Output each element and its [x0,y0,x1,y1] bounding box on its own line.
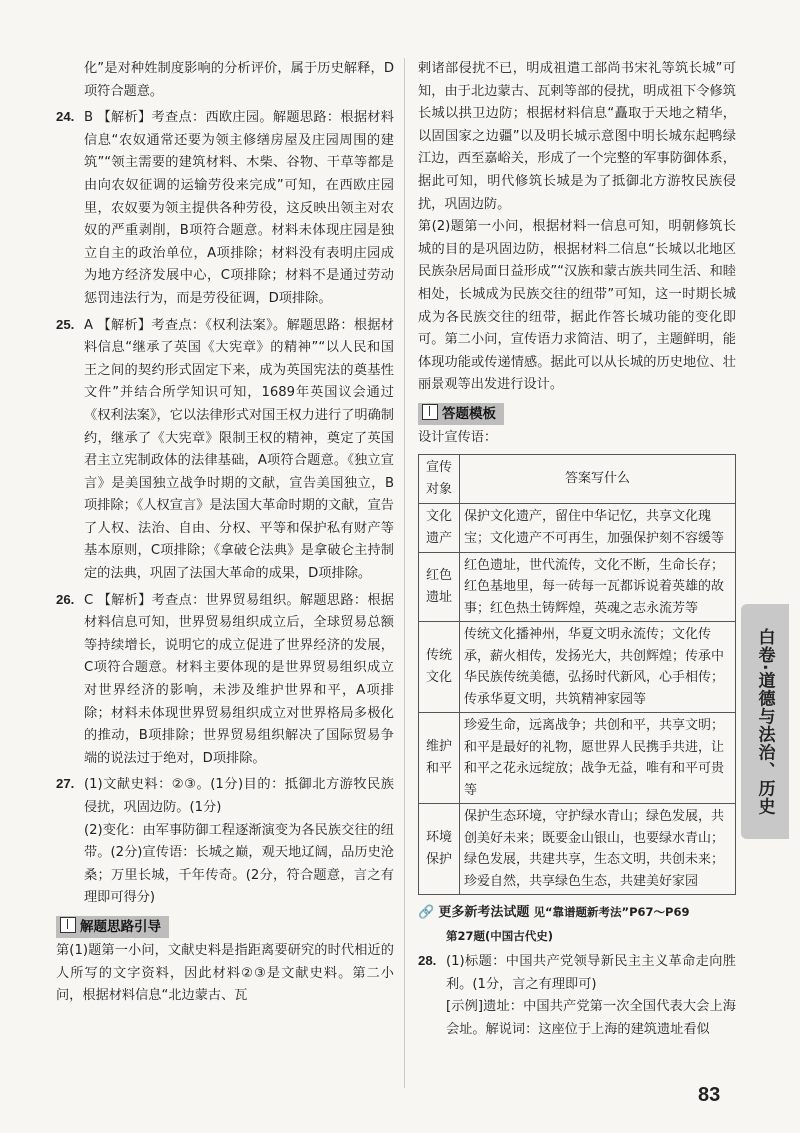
table-cell-key: 维护和平 [419,713,460,804]
guide-continued: 剌诸部侵扰不已，明成祖遣工部尚书宋礼等筑长城”可知，由于北边蒙古、瓦剌等部的侵扰，明成祖下令修筑长城以拱卫边防；根据材料信息“矗取于天地之精华，以固国家之边疆”以及明长城示意图中明长城东起鸭绿江边，西至嘉峪关，形成了一个完整的军事防御体系，据此可知，明代修筑长城是为了抵御北方游牧民族侵扰，巩固边防。 [418,61,736,212]
more-link: 更多新考法试题 [438,905,530,920]
table-row [419,503,736,552]
column-divider [404,58,405,1088]
guide-part-2: 第(2)题第一小问，根据材料一信息可知，明朝修筑长城的目的是巩固边防，根据材料二信息“长城以北地区民族杂居局面日益形成”“汉族和蒙古族共同生活、和睦相处，长城成为民族交往的纽带”可知，这一时期长城成为各民族交往的纽带，据此作答长城功能的变化即可。第二小问，宣传语力求简洁、明了，主题鲜明，能体现功能或传递情感。据此可以从长城的历史地位、壮丽景观等出发进行设计。 [418,219,736,393]
right-column [418,58,736,1042]
template-heading [418,397,736,427]
table-cell-value: 保护文化遗产，留住中华记忆，共享文化瑰宝；文化遗产不可再生，加强保护刻不容缓等 [460,503,736,552]
table-cell-key: 环境保护 [419,804,460,895]
answer-text: (1)标题：中国共产党领导新民主主义革命走向胜利。(1分，言之有理即可) [446,954,736,992]
table-cell-value: 保护生态环境，守护绿水青山；绿色发展，共创美好未来；既要金山银山，也要绿水青山；绿色发展，共建共享，生态文明，共创未来；珍爱自然，共享绿色生态，共建美好家园 [460,804,736,895]
question-24 [56,106,394,310]
question-number: 27. [56,776,75,792]
left-column [56,58,394,1008]
answer-text: C 【解析】考查点：世界贸易组织。解题思路：根据材料信息可知，世界贸易组织成立后，全球贸易总额等持续增长，说明它的成立促进了世界经济的发展，C项符合题意。材料主要体现的是世界贸易组织成立对世界经济的影响，未涉及维护世界和平，A项排除；材料未体现世界贸易组织成立对世界格局多极化的推动，B项排除；世界贸易组织解决了国际贸易争端的说法过于绝对，D项排除。 [84,592,394,766]
answer-text: (1)文献史料：②③。(1分)目的：抵御北方游牧民族侵扰，巩固边防。(1分) [84,777,394,815]
answer-template-table [418,454,736,896]
side-tab [741,604,789,839]
guide-heading [56,910,394,940]
book-icon [422,404,438,420]
more-source: 见“靠谱题新考法”P67～P69 [533,905,690,919]
more-sub: 第27题(中国古代史) [446,928,554,943]
answer-text: A 【解析】考查点：《权利法案》。解题思路：根据材料信息“继承了英国《大宪章》的精神”“以人民和国王之间的契约形式固定下来，成为英国宪法的奠基性文件”并结合所学知识可知，1689年英国议会通过《权利法案》，它以法律形式对国王权力进行了明确制约，继承了《大宪章》限制王权的精神，奠定了英国君主立宪制政体的法律基础，A项符合题意。《独立宣言》是美国独立战争时期的文献，宣告美国独立，B项排除；《人权宣言》是法国大革命时期的文献，宣告了人权、法治、自由、分权、平等和保护私有财产等基本原则，C项排除；《拿破仑法典》是拿破仑主持制定的法典，巩固了法国大革命的成果，D项排除。 [84,317,394,582]
table-row [419,804,736,895]
question-27 [56,773,394,910]
table-cell-key: 文化遗产 [419,503,460,552]
question-26 [56,589,394,771]
continued-text: 化”是对种姓制度影响的分析评价，属于历史解释，D项符合题意。 [84,61,394,99]
book-icon [60,917,76,933]
design-label: 设计宣传语： [418,429,498,445]
answer-text: B 【解析】考查点：西欧庄园。解题思路：根据材料信息“农奴通常还要为领主修缮房屋及庄园周围的建筑”“领主需要的建筑材料、木柴、谷物、干草等都是由向农奴征调的运输劳役来完成”可知，在西欧庄园里，农奴要为领主提供各种劳役，这反映出领主对农奴的严重剥削，B项符合题意。材料未体现庄园是独立自主的政治单位，A项排除；材料没有表明庄园成为地方经济发展中心，C项排除；材料不是通过劳动惩罚违法行为，而是劳役征调，D项排除。 [84,110,394,306]
table-row [419,713,736,804]
table-header-cell: 答案写什么 [460,454,736,503]
guide-text: 第(1)题第一小问，文献史料是指距离要研究的时代相近的人所写的文字资料，因此材料②③是文献史料。第二小问，根据材料信息“北边蒙古、瓦 [56,942,394,1004]
question-number: 25. [56,316,75,332]
page-number: 83 [698,1084,721,1106]
side-tab-label: 白卷·道德与法治、历史 [754,627,775,816]
question-25 [56,314,394,586]
answer-example: [示例]遗址：中国共产党第一次全国代表大会上海会址。解说词：这座位于上海的建筑遗址看似 [446,999,736,1037]
guide-title: 解题思路引导 [80,918,161,935]
table-row [419,552,736,622]
table-cell-value: 传统文化播神州，华夏文明永流传；文化传承，薪火相传，发扬光大，共创辉煌；传承中华民族传统美德，弘扬时代新风，心手相传；传承华夏文明，共筑精神家园等 [460,622,736,713]
table-cell-value: 红色遗址，世代流传，文化不断，生命长存；红色基地里，每一砖每一瓦都诉说着英雄的故事；红色热土铸辉煌，英魂之志永流芳等 [460,552,736,622]
more-questions [418,901,736,947]
question-number: 26. [56,591,75,607]
question-number: 28. [418,953,437,969]
table-cell-key: 传统文化 [419,622,460,713]
link-icon: 🔗 [418,905,435,920]
answer-part-2: (2)变化：由军事防御工程逐渐演变为各民族交往的纽带。(2分)宣传语：长城之巅，观天地辽阔，品历史沧桑；万里长城，千年传奇。(2分，符合题意，言之有理即可得分) [84,822,394,906]
table-row [419,622,736,713]
question-number: 24. [56,109,75,125]
table-header-row [419,454,736,503]
table-header-cell: 宣传对象 [419,454,460,503]
question-28 [418,950,736,1041]
table-cell-value: 珍爱生命，远离战争；共创和平，共享文明；和平是最好的礼物，愿世界人民携手共进，让和平之花永远绽放；战争无益，唯有和平可贵等 [460,713,736,804]
template-title: 答题模板 [442,405,496,422]
table-cell-key: 红色遗址 [419,552,460,622]
